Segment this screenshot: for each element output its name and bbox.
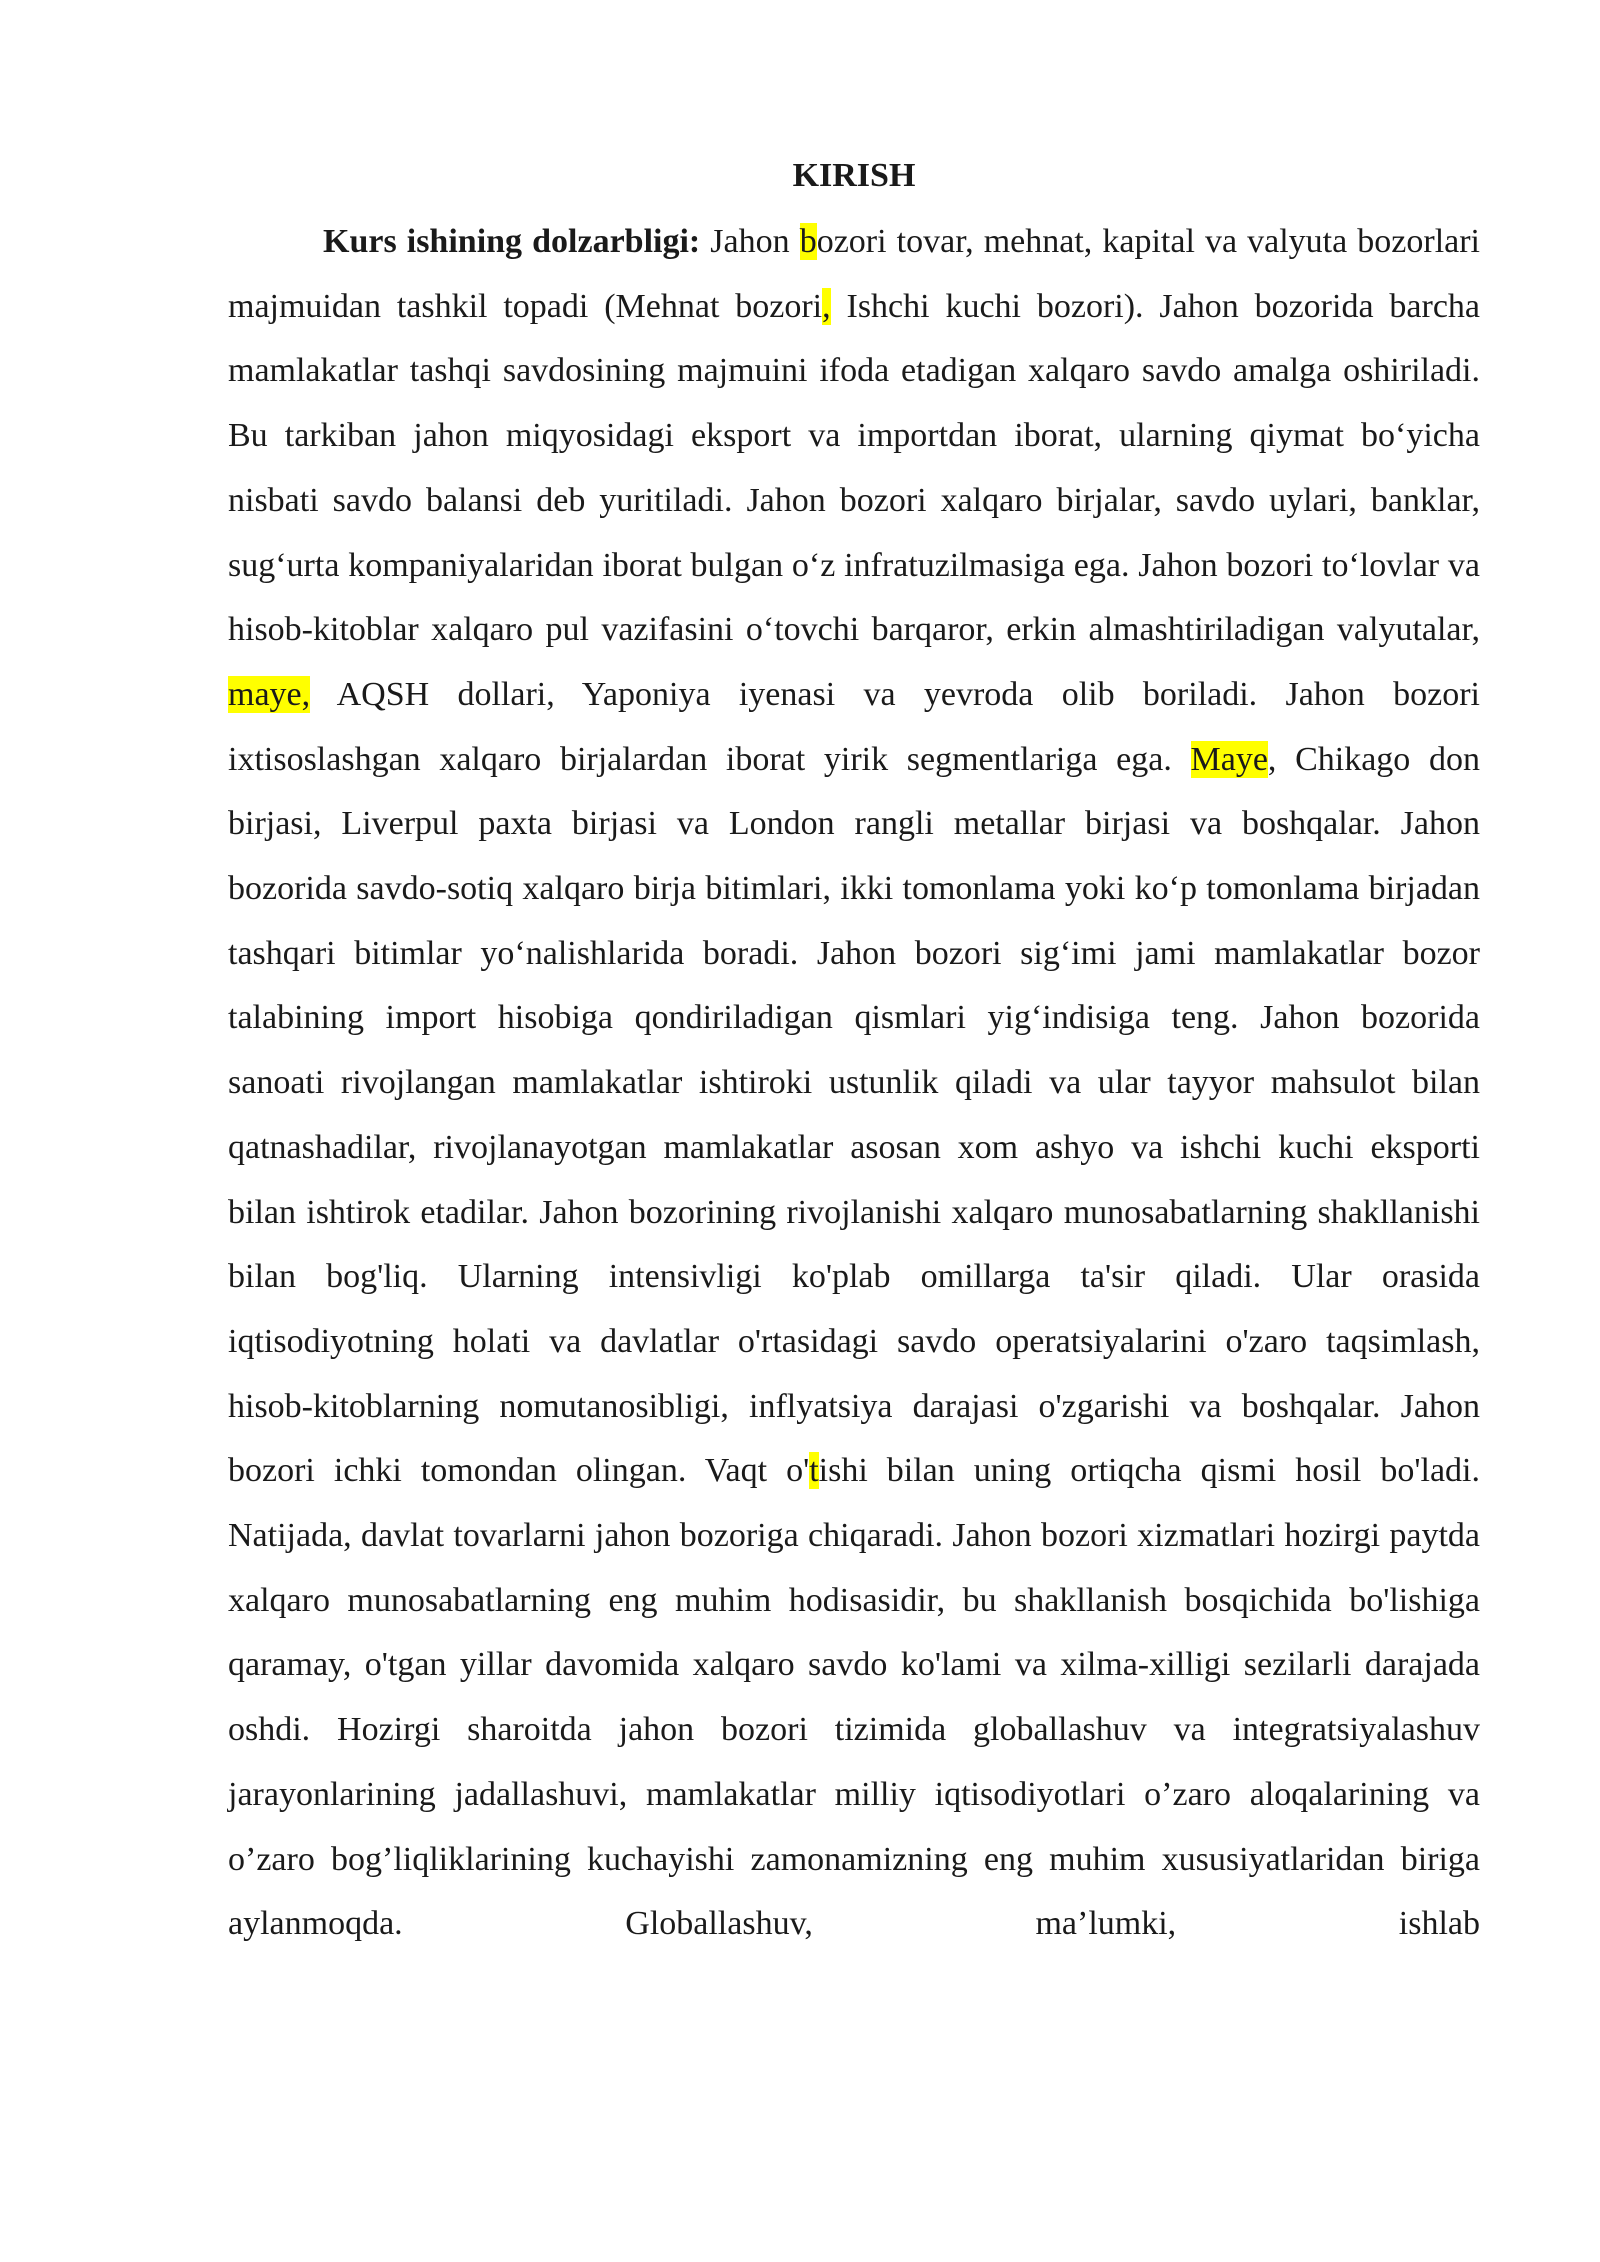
segment-4: Ishchi kuchi bozori). Jahon bozorida barcha mamlakatlar tashqi savdosining majmuini ifoda etadigan xalqaro savdo amalga oshiriladi. Bu tarkiban jahon miqyosidagi eksport va importdan iborat, ularning qiymat bo‘yicha nisbati savdo balansi deb yuritiladi. Jahon bozori xalqaro birjalar, savdo uylari, banklar, sug‘urta kompaniyalaridan iborat bulgan o‘z infratuzilmasiga ega. Jahon bozori to‘lovlar va hisob-kitoblar xalqaro pul vazifasini o‘tovchi barqaror, erkin almashtiriladigan valyutalar, [228, 287, 1480, 649]
highlighted-text: b [799, 223, 817, 260]
highlighted-text: , [822, 287, 831, 325]
lead-label: Kurs ishining dolzarbligi: [323, 223, 701, 260]
highlighted-text: t [809, 1452, 819, 1490]
document-content [228, 148, 1480, 1957]
page-title: KIRISH [792, 157, 916, 194]
segment-8: , Chikago don birjasi, Liverpul paxta birjasi va London rangli metallar birjasi va boshqalar. Jahon bozorida savdo-sotiq xalqaro birja bitimlari, ikki tomonlama yoki ko‘p tomonlama birjadan tashqari bitimlar yo‘nalishlarida boradi. Jahon bozori sig‘imi jami mamlakatlar bozor talabining import hisobiga qondiriladigan qismlari yig‘indisiga teng. Jahon bozorida sanoati rivojlangan mamlakatlar ishtiroki ustunlik qiladi va ular tayyor mahsulot bilan qatnashadilar, rivojlanayotgan mamlakatlar asosan xom ashyo va ishchi kuchi eksporti bilan ishtirok etadilar. Jahon bozorining rivojlanishi xalqaro munosabatlarning shakllanishi bilan bog'liq. Ularning intensivligi ko'plab omillarga ta'sir qiladi. Ular orasida iqtisodiyotning holati va davlatlar o'rtasidagi savdo operatsiyalarini o'zaro taqsimlash, hisob-kitoblarning nomutanosibligi, inflyatsiya darajasi o'zgarishi va boshqalar. Jahon bozori ichki tomondan olingan. Vaqt o' [228, 740, 1480, 1490]
segment-0: Jahon [700, 223, 800, 260]
body-paragraph [228, 210, 1480, 1957]
highlighted-text: maye, [228, 675, 311, 713]
highlighted-text: Maye [1190, 740, 1268, 778]
segment-2: ozori tovar, mehnat, kapital va valyuta bozorlari majmuidan tashkil topadi (Mehnat bozori [228, 223, 1480, 325]
segment-10: ishi bilan uning ortiqcha qismi hosil bo'ladi. Natijada, davlat tovarlarni jahon bozoriga chiqaradi. Jahon bozori xizmatlari hozirgi paytda xalqaro munosabatlarning eng muhim hodisasidir, bu shakllanish bosqichida bo'lishiga qaramay, o'tgan yillar davomida xalqaro savdo ko'lami va xilma-xilligi sezilarli darajada oshdi. Hozirgi sharoitda jahon bozori tizimida globallashuv va integratsiyalashuv jarayonlarining jadallashuvi, mamlakatlar milliy iqtisodiyotlari o’zaro aloqalarining va o’zaro bog’liqliklarining kuchayishi zamonamizning eng muhim xususiyatlaridan biriga aylanmoqda. Globallashuv, ma’lumki, ishlab [228, 1452, 1480, 1943]
segment-6: AQSH dollari, Yaponiya iyenasi va yevroda olib boriladi. Jahon bozori ixtisoslashgan xalqaro birjalardan iborat yirik segmentlariga ega. [228, 675, 1480, 778]
